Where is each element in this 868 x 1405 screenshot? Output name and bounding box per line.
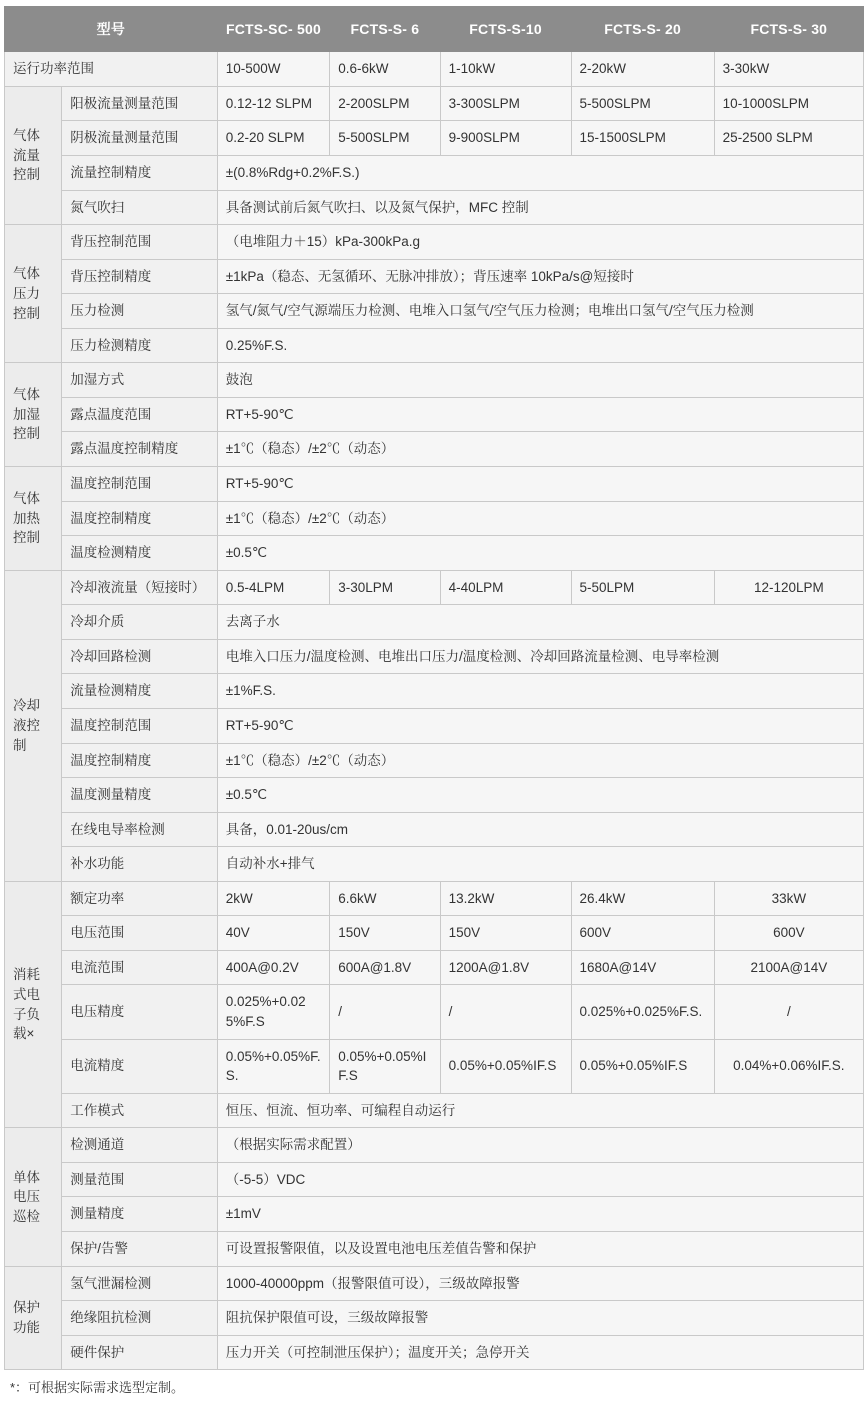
header-cell-fcts-sc-500: FCTS-SC- 500 xyxy=(217,7,329,52)
group-label: 消耗式电子负载× xyxy=(5,881,62,1128)
row-label: 阳极流量测量范围 xyxy=(62,86,217,121)
table-row xyxy=(5,674,864,709)
value-cell: ±1℃（稳态）/±2℃（动态） xyxy=(217,432,863,467)
table-row xyxy=(5,950,864,985)
row-label: 加湿方式 xyxy=(62,363,217,398)
group-label: 冷却液控制 xyxy=(5,570,62,881)
footnote: *：可根据实际需求选型定制。 xyxy=(10,1380,185,1396)
value-cell: 13.2kW xyxy=(440,881,571,916)
row-label: 测量精度 xyxy=(62,1197,217,1232)
value-cell: 0.025%+0.025%F.S. xyxy=(571,985,714,1039)
row-label: 在线电导率检测 xyxy=(62,812,217,847)
table-row xyxy=(5,52,864,87)
value-cell: ±1kPa（稳态、无氢循环、无脉冲排放）；背压速率 10kPa/s@短接时 xyxy=(217,259,863,294)
row-label: 露点温度控制精度 xyxy=(62,432,217,467)
header-cell-fcts-s-20: FCTS-S- 20 xyxy=(571,7,714,52)
value-cell: ±1℃（稳态）/±2℃（动态） xyxy=(217,743,863,778)
row-label: 温度控制精度 xyxy=(62,743,217,778)
table-row xyxy=(5,812,864,847)
value-cell: RT+5-90℃ xyxy=(217,397,863,432)
group-label: 气体加热控制 xyxy=(5,467,62,571)
value-cell: 0.025%+0.025%F.S xyxy=(217,985,329,1039)
row-label: 温度检测精度 xyxy=(62,536,217,571)
table-row xyxy=(5,985,864,1039)
value-cell: 电堆入口压力/温度检测、电堆出口压力/温度检测、冷却回路流量检测、电导率检测 xyxy=(217,639,863,674)
group-label: 气体压力控制 xyxy=(5,225,62,363)
value-cell: 去离子水 xyxy=(217,605,863,640)
value-cell: ±0.5℃ xyxy=(217,536,863,571)
table-row xyxy=(5,1039,864,1093)
value-cell: 可设置报警限值，以及设置电池电压差值告警和保护 xyxy=(217,1231,863,1266)
table-body xyxy=(5,52,864,1370)
row-label: 压力检测 xyxy=(62,294,217,329)
row-label: 运行功率范围 xyxy=(5,52,218,87)
value-cell: 600A@1.8V xyxy=(330,950,440,985)
row-label: 保护/告警 xyxy=(62,1231,217,1266)
row-label: 电压范围 xyxy=(62,916,217,951)
table-row xyxy=(5,743,864,778)
table-header xyxy=(5,7,864,52)
row-label: 温度控制范围 xyxy=(62,708,217,743)
row-label: 电压精度 xyxy=(62,985,217,1039)
header-cell-fcts-s-10: FCTS-S-10 xyxy=(440,7,571,52)
value-cell: 恒压、恒流、恒功率、可编程自动运行 xyxy=(217,1093,863,1128)
row-label: 背压控制精度 xyxy=(62,259,217,294)
value-cell: 0.6-6kW xyxy=(330,52,440,87)
value-cell: 26.4kW xyxy=(571,881,714,916)
row-label: 工作模式 xyxy=(62,1093,217,1128)
table-row xyxy=(5,536,864,571)
row-label: 温度控制精度 xyxy=(62,501,217,536)
table-row xyxy=(5,397,864,432)
value-cell: / xyxy=(714,985,863,1039)
header-cell-model: 型号 xyxy=(5,7,218,52)
row-label: 补水功能 xyxy=(62,847,217,882)
group-label: 气体加湿控制 xyxy=(5,363,62,467)
table-row xyxy=(5,1197,864,1232)
specification-table xyxy=(4,6,864,1370)
table-row xyxy=(5,363,864,398)
table-row xyxy=(5,1335,864,1370)
value-cell: RT+5-90℃ xyxy=(217,467,863,502)
table-row xyxy=(5,881,864,916)
table-row xyxy=(5,294,864,329)
table-row xyxy=(5,605,864,640)
table-row xyxy=(5,259,864,294)
value-cell: 3-30kW xyxy=(714,52,863,87)
value-cell: （根据实际需求配置） xyxy=(217,1128,863,1163)
row-label: 额定功率 xyxy=(62,881,217,916)
value-cell: 0.05%+0.05%F.S. xyxy=(217,1039,329,1093)
value-cell: 33kW xyxy=(714,881,863,916)
value-cell: ±1%F.S. xyxy=(217,674,863,709)
table-row xyxy=(5,328,864,363)
value-cell: 0.25%F.S. xyxy=(217,328,863,363)
table-row xyxy=(5,847,864,882)
table-row xyxy=(5,639,864,674)
value-cell: / xyxy=(330,985,440,1039)
value-cell: 5-50LPM xyxy=(571,570,714,605)
table-row xyxy=(5,570,864,605)
value-cell: 2-200SLPM xyxy=(330,86,440,121)
value-cell: 5-500SLPM xyxy=(571,86,714,121)
header-cell-fcts-s-30: FCTS-S- 30 xyxy=(714,7,863,52)
table-row xyxy=(5,1301,864,1336)
row-label: 背压控制范围 xyxy=(62,225,217,260)
row-label: 冷却回路检测 xyxy=(62,639,217,674)
value-cell: 鼓泡 xyxy=(217,363,863,398)
value-cell: 12-120LPM xyxy=(714,570,863,605)
value-cell: （电堆阻力＋15）kPa-300kPa.g xyxy=(217,225,863,260)
value-cell: 5-500SLPM xyxy=(330,121,440,156)
value-cell: 3-300SLPM xyxy=(440,86,571,121)
row-label: 流量检测精度 xyxy=(62,674,217,709)
value-cell: ±1℃（稳态）/±2℃（动态） xyxy=(217,501,863,536)
value-cell: 600V xyxy=(714,916,863,951)
value-cell: 1000-40000ppm（报警限值可设），三级故障报警 xyxy=(217,1266,863,1301)
value-cell: / xyxy=(440,985,571,1039)
value-cell: ±0.5℃ xyxy=(217,778,863,813)
header-cell-fcts-s-6: FCTS-S- 6 xyxy=(330,7,440,52)
value-cell: 1-10kW xyxy=(440,52,571,87)
value-cell: 3-30LPM xyxy=(330,570,440,605)
group-label: 单体电压巡检 xyxy=(5,1128,62,1266)
table-row xyxy=(5,501,864,536)
value-cell: （-5-5）VDC xyxy=(217,1162,863,1197)
row-label: 压力检测精度 xyxy=(62,328,217,363)
header-row xyxy=(5,7,864,52)
row-label: 检测通道 xyxy=(62,1128,217,1163)
row-label: 流量控制精度 xyxy=(62,155,217,190)
value-cell: 2-20kW xyxy=(571,52,714,87)
row-label: 测量范围 xyxy=(62,1162,217,1197)
row-label: 温度测量精度 xyxy=(62,778,217,813)
row-label: 电流范围 xyxy=(62,950,217,985)
row-label: 冷却液流量（短接时） xyxy=(62,570,217,605)
row-label: 露点温度范围 xyxy=(62,397,217,432)
table-row xyxy=(5,225,864,260)
row-label: 电流精度 xyxy=(62,1039,217,1093)
value-cell: 150V xyxy=(330,916,440,951)
value-cell: 10-500W xyxy=(217,52,329,87)
table-row xyxy=(5,121,864,156)
value-cell: 阻抗保护限值可设，三级故障报警 xyxy=(217,1301,863,1336)
table-row xyxy=(5,1162,864,1197)
value-cell: 0.2-20 SLPM xyxy=(217,121,329,156)
value-cell: 150V xyxy=(440,916,571,951)
table-row xyxy=(5,1093,864,1128)
value-cell: 25-2500 SLPM xyxy=(714,121,863,156)
value-cell: RT+5-90℃ xyxy=(217,708,863,743)
table-row xyxy=(5,1128,864,1163)
value-cell: 10-1000SLPM xyxy=(714,86,863,121)
value-cell: 1200A@1.8V xyxy=(440,950,571,985)
value-cell: 6.6kW xyxy=(330,881,440,916)
value-cell: 0.05%+0.05%IF.S xyxy=(440,1039,571,1093)
group-label: 气体流量控制 xyxy=(5,86,62,224)
value-cell: 15-1500SLPM xyxy=(571,121,714,156)
table-row xyxy=(5,778,864,813)
value-cell: 氢气/氮气/空气源端压力检测、电堆入口氢气/空气压力检测；电堆出口氢气/空气压力检测 xyxy=(217,294,863,329)
row-label: 硬件保护 xyxy=(62,1335,217,1370)
row-label: 冷却介质 xyxy=(62,605,217,640)
row-label: 氢气泄漏检测 xyxy=(62,1266,217,1301)
value-cell: 2100A@14V xyxy=(714,950,863,985)
value-cell: 400A@0.2V xyxy=(217,950,329,985)
value-cell: 具备测试前后氮气吹扫、以及氮气保护，MFC 控制 xyxy=(217,190,863,225)
row-label: 绝缘阻抗检测 xyxy=(62,1301,217,1336)
value-cell: 0.5-4LPM xyxy=(217,570,329,605)
table-row xyxy=(5,467,864,502)
table-row xyxy=(5,708,864,743)
table-row xyxy=(5,86,864,121)
row-label: 阴极流量测量范围 xyxy=(62,121,217,156)
value-cell: ±1mV xyxy=(217,1197,863,1232)
value-cell: 2kW xyxy=(217,881,329,916)
value-cell: 具备，0.01-20us/cm xyxy=(217,812,863,847)
table-row xyxy=(5,155,864,190)
value-cell: 1680A@14V xyxy=(571,950,714,985)
value-cell: 0.12-12 SLPM xyxy=(217,86,329,121)
value-cell: 9-900SLPM xyxy=(440,121,571,156)
value-cell: 0.05%+0.05%IF.S xyxy=(330,1039,440,1093)
table-row xyxy=(5,1266,864,1301)
table-row xyxy=(5,916,864,951)
value-cell: 4-40LPM xyxy=(440,570,571,605)
table-row xyxy=(5,1231,864,1266)
value-cell: 0.04%+0.06%IF.S. xyxy=(714,1039,863,1093)
row-label: 氮气吹扫 xyxy=(62,190,217,225)
value-cell: 压力开关（可控制泄压保护）；温度开关；急停开关 xyxy=(217,1335,863,1370)
group-label: 保护功能 xyxy=(5,1266,62,1370)
value-cell: 0.05%+0.05%IF.S xyxy=(571,1039,714,1093)
value-cell: 600V xyxy=(571,916,714,951)
row-label: 温度控制范围 xyxy=(62,467,217,502)
value-cell: 自动补水+排气 xyxy=(217,847,863,882)
table-row xyxy=(5,432,864,467)
value-cell: 40V xyxy=(217,916,329,951)
value-cell: ±(0.8%Rdg+0.2%F.S.) xyxy=(217,155,863,190)
table-row xyxy=(5,190,864,225)
